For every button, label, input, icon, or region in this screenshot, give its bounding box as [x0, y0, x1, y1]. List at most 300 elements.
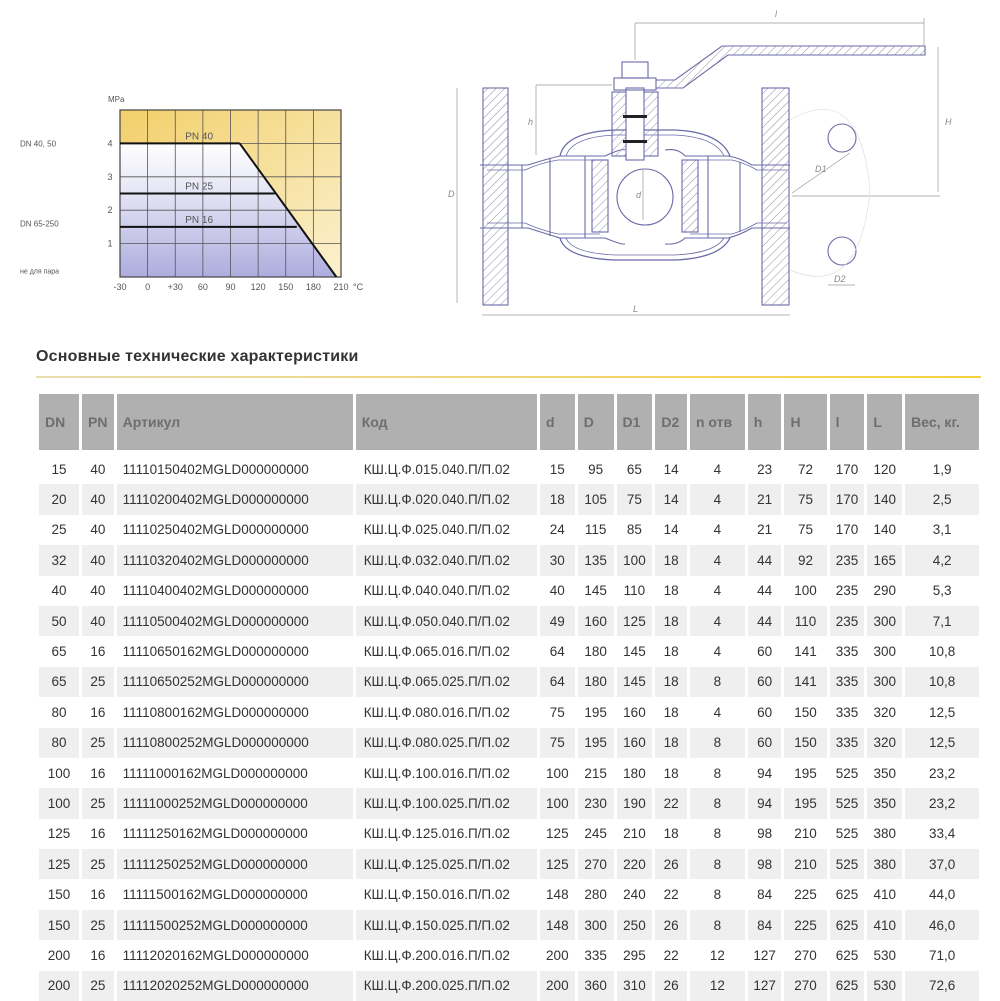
y-tick-label: 4: [107, 138, 113, 149]
y-tick-label: 1: [107, 238, 113, 249]
table-cell: 12,5: [905, 728, 979, 758]
table-cell: 11111000162MGLD000000000: [122, 765, 308, 781]
table-cell: 15: [51, 461, 67, 477]
table-cell: 11110400402MGLD000000000: [122, 583, 309, 599]
table-cell: 530: [873, 947, 897, 963]
table-cell: 140: [873, 522, 897, 538]
table-cell: 145: [617, 667, 653, 697]
column-header: H: [784, 394, 826, 454]
table-cell: 18: [540, 484, 575, 514]
table-cell: 100: [47, 765, 71, 781]
table-cell: 350: [873, 765, 897, 781]
table-cell: 105: [578, 484, 614, 514]
row-label: DN 65-250: [20, 219, 59, 229]
table-cell: 4: [713, 461, 722, 477]
table-cell: 12: [709, 947, 725, 963]
table-cell: 11111250162MGLD000000000: [122, 826, 308, 842]
table-cell: 65: [51, 644, 67, 660]
table-row: [39, 940, 979, 970]
table-cell: КШ.Ц.Ф.125.016.П/П.02: [363, 826, 510, 842]
series-label: PN 16: [185, 214, 214, 226]
table-cell: 8: [690, 728, 745, 758]
table-cell: 11110250402MGLD000000000: [122, 522, 309, 538]
table-cell: 71,0: [928, 947, 956, 963]
table-cell: 240: [623, 887, 646, 903]
table-cell: 230: [578, 788, 614, 818]
table-cell: 195: [794, 765, 817, 781]
x-tick-label: 60: [197, 282, 208, 292]
stem-nut: [622, 62, 648, 78]
spec-table: [36, 394, 982, 1001]
table-cell: КШ.Ц.Ф.125.025.П/П.02: [356, 849, 537, 879]
table-cell: 165: [867, 545, 902, 575]
table-cell: 135: [578, 545, 614, 575]
table-cell: 525: [830, 849, 865, 879]
table-cell: 141: [784, 667, 826, 697]
table-cell: 8: [690, 849, 745, 879]
dim-label-L: L: [633, 304, 639, 314]
table-cell: КШ.Ц.Ф.065.025.П/П.02: [356, 667, 537, 697]
table-cell: 235: [830, 545, 865, 575]
table-cell: 625: [830, 971, 865, 1001]
table-cell: 335: [830, 728, 865, 758]
table-cell: 4: [713, 583, 722, 599]
table-cell: 4: [690, 484, 745, 514]
table-cell: 75: [798, 522, 814, 538]
table-cell: 4: [713, 644, 722, 660]
table-cell: 11110800162MGLD000000000: [122, 704, 309, 720]
column-header: h: [748, 394, 782, 454]
table-cell: 180: [584, 644, 607, 660]
table-cell: 195: [784, 788, 826, 818]
table-cell: 80: [51, 704, 67, 720]
table-cell: 85: [626, 522, 642, 538]
table-cell: 11110650252MGLD000000000: [117, 667, 353, 697]
table-cell: 60: [748, 728, 782, 758]
x-tick-label: +30: [167, 282, 183, 292]
table-cell: 98: [748, 849, 782, 879]
table-cell: 21: [748, 484, 782, 514]
table-cell: 140: [867, 484, 902, 514]
table-cell: 360: [578, 971, 614, 1001]
table-cell: 22: [663, 887, 679, 903]
table-cell: 220: [617, 849, 653, 879]
table-cell: 350: [867, 788, 902, 818]
table-cell: 210: [784, 849, 826, 879]
table-cell: 200: [47, 947, 71, 963]
table-row: [39, 576, 979, 606]
table-cell: 210: [623, 826, 646, 842]
table-cell: 380: [873, 826, 897, 842]
table-cell: 7,1: [905, 606, 979, 636]
table-cell: 25: [82, 849, 114, 879]
table-cell: 11112020252MGLD000000000: [117, 971, 353, 1001]
table-cell: КШ.Ц.Ф.080.016.П/П.02: [363, 704, 510, 720]
table-cell: КШ.Ц.Ф.025.040.П/П.02: [363, 522, 510, 538]
table-cell: 525: [835, 765, 859, 781]
table-cell: 4,2: [905, 545, 979, 575]
table-cell: 625: [835, 887, 859, 903]
table-cell: 20: [39, 484, 79, 514]
table-cell: 625: [835, 947, 859, 963]
valve-body-lower: [480, 228, 790, 244]
table-cell: 150: [794, 704, 817, 720]
table-cell: 11111250252MGLD000000000: [117, 849, 353, 879]
table-cell: 290: [873, 583, 897, 599]
table-cell: 84: [748, 910, 782, 940]
table-cell: 26: [655, 971, 687, 1001]
table-cell: 18: [663, 826, 679, 842]
dim-label-l-handle: l: [775, 9, 777, 19]
table-cell: 125: [47, 826, 71, 842]
table-cell: 11111500252MGLD000000000: [117, 910, 353, 940]
table-cell: 335: [835, 644, 859, 660]
table-cell: 16: [90, 887, 106, 903]
table-cell: 21: [757, 522, 773, 538]
table-cell: КШ.Ц.Ф.200.025.П/П.02: [356, 971, 537, 1001]
table-cell: 25: [82, 667, 114, 697]
table-cell: 40: [549, 583, 565, 599]
valve-technical-drawing: [440, 0, 980, 330]
table-cell: 18: [663, 765, 679, 781]
table-cell: 180: [623, 765, 646, 781]
table-cell: 8: [690, 788, 745, 818]
table-cell: 200: [39, 971, 79, 1001]
table-cell: 30: [540, 545, 575, 575]
table-cell: 32: [39, 545, 79, 575]
column-header: Артикул: [117, 394, 353, 454]
table-cell: 24: [549, 522, 565, 538]
table-cell: 22: [663, 947, 679, 963]
table-cell: 127: [748, 971, 782, 1001]
table-cell: 110: [623, 583, 646, 599]
table-cell: 11110200402MGLD000000000: [117, 484, 353, 514]
table-cell: 75: [617, 484, 653, 514]
table-cell: 8: [713, 826, 722, 842]
left-flange: [483, 88, 508, 305]
table-cell: 46,0: [905, 910, 979, 940]
table-cell: 5,3: [932, 583, 952, 599]
x-unit-label: °C: [353, 282, 364, 292]
bolt-hole-bottom: [828, 237, 856, 265]
table-cell: 100: [546, 765, 569, 781]
table-cell: 60: [748, 667, 782, 697]
table-cell: 84: [757, 887, 773, 903]
table-cell: 14: [663, 522, 679, 538]
table-cell: 141: [794, 644, 817, 660]
y-tick-label: 3: [107, 171, 113, 182]
table-cell: КШ.Ц.Ф.100.016.П/П.02: [363, 765, 510, 781]
table-cell: 125: [39, 849, 79, 879]
table-cell: 26: [655, 849, 687, 879]
table-cell: 300: [867, 667, 902, 697]
table-cell: 18: [655, 545, 687, 575]
table-cell: 100: [39, 788, 79, 818]
table-cell: 18: [663, 704, 679, 720]
table-cell: 40: [90, 522, 106, 538]
table-cell: 270: [794, 947, 817, 963]
table-row: [39, 879, 979, 909]
table-cell: 225: [794, 887, 817, 903]
table-cell: 40: [90, 461, 106, 477]
dim-label-h: h: [528, 117, 534, 127]
table-cell: 125: [617, 606, 653, 636]
table-cell: 23,2: [905, 788, 979, 818]
series-label: PN 40: [185, 131, 214, 143]
column-header: Код: [356, 394, 537, 454]
table-cell: 120: [873, 461, 897, 477]
table-cell: 150: [47, 887, 71, 903]
table-cell: 320: [873, 704, 897, 720]
table-cell: 100: [794, 583, 817, 599]
table-cell: 11110650162MGLD000000000: [122, 644, 309, 660]
table-row: [39, 788, 979, 818]
table-cell: 11110800252MGLD000000000: [117, 728, 353, 758]
table-cell: 40: [90, 583, 106, 599]
table-cell: 25: [82, 728, 114, 758]
table-cell: 40: [82, 484, 114, 514]
x-tick-label: 180: [305, 282, 321, 292]
table-cell: 60: [757, 644, 773, 660]
table-cell: 150: [784, 728, 826, 758]
table-cell: 40: [82, 545, 114, 575]
table-cell: КШ.Ц.Ф.040.040.П/П.02: [363, 583, 510, 599]
dim-label-D1: D1: [815, 164, 827, 174]
table-cell: 160: [578, 606, 614, 636]
table-body: [39, 454, 979, 1001]
table-cell: 44: [757, 583, 773, 599]
table-cell: 44: [748, 606, 782, 636]
dim-label-d: d: [636, 190, 642, 200]
table-cell: 160: [623, 704, 646, 720]
dim-label-D: D: [448, 189, 455, 199]
table-cell: 4: [713, 704, 722, 720]
table-cell: 295: [623, 947, 646, 963]
table-cell: 50: [39, 606, 79, 636]
column-header: D2: [655, 394, 687, 454]
table-cell: 64: [549, 644, 565, 660]
table-cell: 16: [90, 765, 106, 781]
table-cell: 127: [753, 947, 776, 963]
table-cell: 16: [90, 826, 106, 842]
table-cell: КШ.Ц.Ф.050.040.П/П.02: [356, 606, 537, 636]
column-header: d: [540, 394, 575, 454]
table-cell: 95: [588, 461, 604, 477]
column-header: Вес, кг.: [905, 394, 979, 454]
table-cell: 33,4: [928, 826, 956, 842]
table-cell: 145: [623, 644, 646, 660]
table-cell: 11112020162MGLD000000000: [122, 947, 309, 963]
table-cell: 310: [617, 971, 653, 1001]
table-cell: 94: [748, 788, 782, 818]
table-cell: 280: [584, 887, 607, 903]
column-header: D: [578, 394, 614, 454]
table-row: [39, 667, 979, 697]
table-cell: 335: [584, 947, 607, 963]
table-cell: 235: [830, 606, 865, 636]
table-row: [39, 971, 979, 1001]
table-row: [39, 910, 979, 940]
table-cell: КШ.Ц.Ф.080.025.П/П.02: [356, 728, 537, 758]
table-cell: 170: [830, 484, 865, 514]
table-cell: 300: [578, 910, 614, 940]
x-tick-label: -30: [113, 282, 127, 292]
table-cell: 11110500402MGLD000000000: [117, 606, 353, 636]
x-tick-label: 120: [250, 282, 266, 292]
table-cell: 250: [617, 910, 653, 940]
table-cell: 14: [655, 484, 687, 514]
table-cell: 190: [617, 788, 653, 818]
table-cell: 8: [690, 667, 745, 697]
column-header: l: [830, 394, 865, 454]
table-cell: 75: [540, 728, 575, 758]
table-cell: 300: [867, 606, 902, 636]
table-row: [39, 606, 979, 636]
section-title: Основные технические характеристики: [36, 348, 359, 365]
table-row: [39, 819, 979, 849]
table-cell: 40: [51, 583, 67, 599]
handle: [656, 46, 925, 88]
table-cell: 37,0: [905, 849, 979, 879]
bolt-hole-top: [828, 124, 856, 152]
table-cell: КШ.Ц.Ф.100.025.П/П.02: [356, 788, 537, 818]
table-row: [39, 758, 979, 788]
table-cell: 10,8: [928, 644, 956, 660]
table-cell: 44: [748, 545, 782, 575]
table-row: [39, 728, 979, 758]
table-cell: 245: [584, 826, 607, 842]
table-cell: 100: [617, 545, 653, 575]
table-cell: 2,5: [905, 484, 979, 514]
table-cell: 18: [663, 644, 679, 660]
dim-label-D2: D2: [834, 274, 846, 284]
table-cell: 12,5: [928, 704, 956, 720]
table-cell: 8: [713, 765, 722, 781]
table-cell: 4: [690, 606, 745, 636]
section-divider: [36, 376, 981, 378]
table-cell: 25: [82, 971, 114, 1001]
table-cell: 18: [663, 583, 679, 599]
right-flange: [762, 88, 789, 305]
table-cell: КШ.Ц.Ф.200.016.П/П.02: [363, 947, 510, 963]
table-cell: 25: [82, 910, 114, 940]
table-cell: 410: [873, 887, 897, 903]
table-cell: КШ.Ц.Ф.020.040.П/П.02: [356, 484, 537, 514]
series-label: PN 25: [185, 181, 214, 193]
x-tick-label: 150: [278, 282, 294, 292]
table-cell: 60: [757, 704, 773, 720]
table-cell: 270: [784, 971, 826, 1001]
table-cell: 300: [873, 644, 897, 660]
x-tick-label: 90: [225, 282, 236, 292]
table-cell: 1,9: [932, 461, 952, 477]
table-cell: 65: [39, 667, 79, 697]
table-cell: 14: [663, 461, 679, 477]
table-cell: 22: [655, 788, 687, 818]
table-cell: 26: [655, 910, 687, 940]
table-cell: 25: [51, 522, 67, 538]
table-cell: 18: [655, 606, 687, 636]
table-cell: 170: [835, 522, 859, 538]
table-row: [39, 545, 979, 575]
table-cell: 15: [549, 461, 565, 477]
table-cell: 12: [690, 971, 745, 1001]
table-cell: 4: [690, 545, 745, 575]
table-cell: 65: [626, 461, 642, 477]
pressure-temperature-chart: [20, 88, 380, 300]
table-cell: 16: [90, 947, 106, 963]
column-header: n отв: [690, 394, 745, 454]
table-cell: 200: [546, 947, 569, 963]
table-cell: 410: [867, 910, 902, 940]
table-cell: 44,0: [928, 887, 956, 903]
table-row: [39, 697, 979, 727]
table-cell: 75: [784, 484, 826, 514]
x-tick-label: 0: [145, 282, 151, 292]
table-cell: 100: [540, 788, 575, 818]
table-cell: 8: [713, 887, 722, 903]
row-label: DN 40, 50: [20, 139, 57, 149]
table-row: [39, 515, 979, 545]
table-row: [39, 849, 979, 879]
table-cell: 148: [546, 887, 569, 903]
column-header: PN: [82, 394, 114, 454]
table-cell: КШ.Ц.Ф.015.040.П/П.02: [363, 461, 510, 477]
table-cell: 145: [584, 583, 607, 599]
table-cell: 4: [713, 522, 722, 538]
ball: [617, 169, 673, 225]
table-cell: 3,1: [932, 522, 952, 538]
table-cell: 92: [784, 545, 826, 575]
table-cell: 270: [578, 849, 614, 879]
table-cell: 148: [540, 910, 575, 940]
table-cell: 380: [867, 849, 902, 879]
table-cell: 335: [835, 704, 859, 720]
table-cell: 8: [690, 910, 745, 940]
valve-body-dome-bottom: [560, 238, 730, 260]
table-cell: 25: [82, 788, 114, 818]
table-cell: 72,6: [905, 971, 979, 1001]
table-cell: 525: [835, 826, 859, 842]
table-cell: 80: [39, 728, 79, 758]
y-axis-label: MPa: [108, 95, 125, 104]
y-tick-label: 2: [107, 205, 113, 216]
table-cell: 150: [39, 910, 79, 940]
table-cell: 195: [584, 704, 607, 720]
table-cell: 115: [584, 522, 607, 538]
table-row: [39, 484, 979, 514]
table-cell: 335: [830, 667, 865, 697]
table-cell: 11110320402MGLD000000000: [117, 545, 353, 575]
table-cell: КШ.Ц.Ф.032.040.П/П.02: [356, 545, 537, 575]
table-cell: 160: [617, 728, 653, 758]
table-cell: 16: [90, 704, 106, 720]
dim-label-H: H: [945, 117, 952, 127]
table-cell: 11111000252MGLD000000000: [117, 788, 353, 818]
column-header: L: [867, 394, 902, 454]
table-cell: 10,8: [905, 667, 979, 697]
table-cell: 225: [784, 910, 826, 940]
table-cell: 49: [540, 606, 575, 636]
table-cell: 320: [867, 728, 902, 758]
table-header-row: [39, 394, 979, 454]
table-row: [39, 636, 979, 666]
table-cell: 215: [584, 765, 607, 781]
table-row: [39, 454, 979, 484]
x-tick-label: 210: [333, 282, 349, 292]
table-cell: 530: [867, 971, 902, 1001]
table-cell: 11111500162MGLD000000000: [122, 887, 308, 903]
